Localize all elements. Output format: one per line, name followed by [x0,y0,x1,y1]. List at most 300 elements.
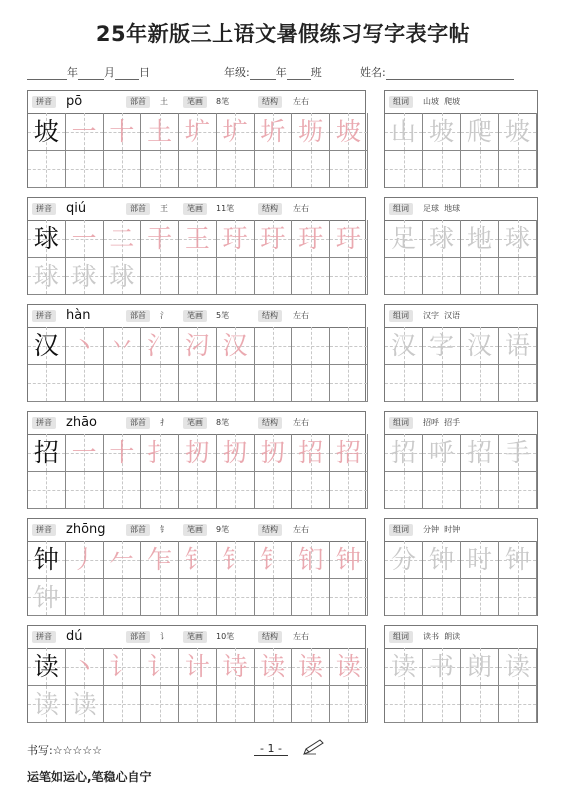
guide-line-v [160,258,161,294]
writing-cell[interactable] [292,365,330,402]
stroke-cell[interactable] [141,113,179,151]
word-writing-cell[interactable] [499,579,537,616]
writing-cell[interactable] [217,258,255,295]
pinyin-value: zhōng [66,522,106,537]
stroke-cell[interactable] [179,434,217,472]
word-cell[interactable] [499,327,537,365]
main-character: 读 [33,652,59,681]
guide-line-v [480,258,481,294]
words-value: 招呼 招手 [423,418,461,427]
radical-value: 钅 [160,525,168,534]
structure-label: 结构 [258,203,282,215]
word-writing-cell[interactable] [385,686,423,723]
stroke-cell[interactable] [217,648,255,686]
writing-cell[interactable] [217,579,255,616]
stroke-cell[interactable] [217,113,255,151]
word-writing-cell[interactable] [385,151,423,188]
words-label: 组词 [389,631,413,643]
date-line: 年 月 日 [27,64,150,80]
word-character: 招 [390,438,416,467]
word-cell[interactable] [461,648,499,686]
writing-cell[interactable] [292,258,330,295]
guide-line-v [311,472,312,508]
guide-line-v [518,472,519,508]
guide-line-v [480,579,481,615]
words-value: 足球 地球 [423,204,461,213]
stroke-step: 丶 [71,652,97,681]
writing-cell[interactable] [141,472,179,509]
stroke-cell[interactable] [292,541,330,579]
stroke-step: 圹 [184,117,210,146]
word-character: 分 [390,545,416,574]
radical-value: 氵 [160,311,168,320]
writing-cell[interactable] [28,472,66,509]
guide-line-v [273,686,274,722]
stroke-cell[interactable] [255,327,293,365]
word-grid [384,197,538,295]
words-value: 山坡 爬坡 [423,97,461,106]
writing-cell[interactable] [330,579,368,616]
guide-line-v [273,327,274,364]
writing-cell[interactable] [292,151,330,188]
word-writing-cell[interactable] [499,258,537,295]
stroke-cell[interactable] [255,220,293,258]
strokes-label: 笔画 [183,631,207,643]
structure-value: 左右 [293,525,309,534]
word-cell[interactable] [385,327,423,365]
writing-cell[interactable] [330,365,368,402]
writing-cell[interactable] [292,472,330,509]
stroke-cell[interactable] [330,113,368,151]
guide-line-v [442,579,443,615]
stroke-step: 十 [109,117,135,146]
writing-cell[interactable] [28,686,66,723]
word-header [385,198,537,221]
writing-cell[interactable] [141,365,179,402]
word-writing-cell[interactable] [385,365,423,402]
stroke-cell[interactable] [217,541,255,579]
word-cell[interactable] [461,327,499,365]
practice-grid [27,518,366,616]
radical-value: 扌 [160,418,168,427]
main-character: 球 [33,224,59,253]
word-writing-cell[interactable] [385,258,423,295]
stroke-cell[interactable] [104,434,142,472]
practice-grid [27,90,366,188]
words-value: 读书 朗读 [423,632,461,641]
guide-line-v [84,365,85,401]
guide-line-v [160,472,161,508]
writing-cell[interactable] [217,686,255,723]
word-cell[interactable] [385,648,423,686]
writing-cell[interactable] [255,472,293,509]
guide-line-v [122,686,123,722]
stroke-cell[interactable] [179,327,217,365]
section-header [28,626,365,649]
stroke-cell[interactable] [66,220,104,258]
guide-line-v [348,365,349,401]
pinyin-value: dú [66,629,83,644]
stroke-step: 招 [298,438,324,467]
word-writing-cell[interactable] [423,579,461,616]
writing-cell[interactable] [104,686,142,723]
guide-line-v [273,365,274,401]
word-cell[interactable] [461,113,499,151]
radical-value: 土 [160,97,168,106]
guide-line-v [84,151,85,187]
word-writing-cell[interactable] [385,472,423,509]
stroke-cell[interactable] [66,541,104,579]
section-header [28,91,365,114]
pinyin-value: zhāo [66,415,97,430]
writing-cell[interactable] [28,365,66,402]
stroke-step: 土 [147,117,173,146]
guide-line-v [122,151,123,187]
character-section [27,90,538,188]
guide-line-v [46,472,47,508]
word-cell[interactable] [423,220,461,258]
writing-cell[interactable] [179,579,217,616]
main-char-cell[interactable] [28,327,66,365]
guide-line-v [404,258,405,294]
writing-cell[interactable] [330,472,368,509]
word-character: 山 [390,117,416,146]
word-writing-cell[interactable] [499,151,537,188]
writing-cell[interactable] [179,151,217,188]
page-number: - 1 - [254,742,288,756]
word-character: 爬 [466,117,492,146]
stroke-cell[interactable] [330,327,368,365]
grade-line: 年级: 年 班 [224,66,322,79]
words-value: 分钟 时钟 [423,525,461,534]
word-cell[interactable] [385,434,423,472]
writing-cell[interactable] [66,472,104,509]
stroke-cell[interactable] [66,327,104,365]
word-writing-cell[interactable] [499,686,537,723]
stroke-step: 讠 [109,652,135,681]
word-writing-cell[interactable] [461,365,499,402]
writing-cell[interactable] [141,151,179,188]
word-cell[interactable] [385,113,423,151]
main-char-cell[interactable] [28,220,66,258]
word-writing-cell[interactable] [423,686,461,723]
stroke-step: 汈 [184,331,210,360]
word-cell[interactable] [461,220,499,258]
writing-cell[interactable] [66,579,104,616]
stroke-cell[interactable] [179,220,217,258]
structure-value: 左右 [293,311,309,320]
writing-cell[interactable] [330,258,368,295]
guide-line-v [518,686,519,722]
stroke-cell[interactable] [292,327,330,365]
pinyin-label: 拼音 [32,310,56,322]
writing-cell[interactable] [66,151,104,188]
stroke-cell[interactable] [255,648,293,686]
word-cell[interactable] [423,648,461,686]
stroke-cell[interactable] [292,434,330,472]
word-writing-cell[interactable] [461,472,499,509]
guide-line-v [442,472,443,508]
word-grid [384,90,538,188]
guide-line-v [160,365,161,401]
word-writing-cell[interactable] [461,579,499,616]
writing-cell[interactable] [330,151,368,188]
word-character: 钟 [504,545,530,574]
word-character: 字 [428,331,454,360]
stroke-cell[interactable] [104,327,142,365]
stroke-cell[interactable] [330,648,368,686]
word-cell[interactable] [423,434,461,472]
guide-line-v [518,365,519,401]
radical-label: 部首 [126,203,150,215]
writing-cell[interactable] [292,686,330,723]
word-character: 手 [504,438,530,467]
strokes-value: 11笔 [216,204,235,213]
word-writing-cell[interactable] [461,151,499,188]
stroke-step: 一 [71,438,97,467]
writing-cell[interactable] [104,579,142,616]
stroke-cell[interactable] [330,541,368,579]
word-header [385,305,537,328]
character-section [27,304,538,402]
writing-cell[interactable] [104,472,142,509]
stroke-cell[interactable] [217,327,255,365]
stroke-step: 钟 [335,545,361,574]
words-value: 汉字 汉语 [423,311,461,320]
words-label: 组词 [389,96,413,108]
writing-cell[interactable] [255,579,293,616]
main-char-cell[interactable] [28,113,66,151]
stroke-step: 王 [184,224,210,253]
stroke-cell[interactable] [179,541,217,579]
word-header [385,626,537,649]
word-writing-cell[interactable] [461,686,499,723]
writing-cell[interactable] [255,365,293,402]
word-cell[interactable] [423,327,461,365]
stroke-step: 计 [184,652,210,681]
practice-grid [27,411,366,509]
stroke-cell[interactable] [141,434,179,472]
word-writing-cell[interactable] [423,472,461,509]
stroke-cell[interactable] [217,434,255,472]
word-writing-cell[interactable] [499,365,537,402]
stroke-cell[interactable] [330,434,368,472]
stroke-cell[interactable] [104,648,142,686]
guide-line-v [311,686,312,722]
word-cell[interactable] [385,220,423,258]
stroke-cell[interactable] [104,220,142,258]
word-character: 坡 [504,117,530,146]
stroke-cell[interactable] [179,113,217,151]
radical-label: 部首 [126,96,150,108]
stroke-step: 读 [298,652,324,681]
guide-line-v [160,686,161,722]
pinyin-label: 拼音 [32,417,56,429]
writing-cell[interactable] [217,472,255,509]
writing-cell[interactable] [104,258,142,295]
word-grid [384,304,538,402]
guide-line-v [273,579,274,615]
guide-line-v [442,151,443,187]
word-grid [384,518,538,616]
word-cell[interactable] [461,434,499,472]
word-cell[interactable] [499,434,537,472]
word-character: 地 [466,224,492,253]
guide-line-v [273,472,274,508]
writing-cell[interactable] [179,686,217,723]
guide-line-v [518,151,519,187]
stroke-cell[interactable] [141,541,179,579]
word-writing-cell[interactable] [461,258,499,295]
writing-cell[interactable] [217,151,255,188]
word-writing-cell[interactable] [423,365,461,402]
word-cell[interactable] [423,541,461,579]
writing-cell[interactable] [179,258,217,295]
word-cell[interactable] [499,648,537,686]
writing-cell[interactable] [217,365,255,402]
word-cell[interactable] [499,220,537,258]
stroke-cell[interactable] [141,327,179,365]
word-character: 书 [428,652,454,681]
stroke-step: 玗 [222,224,248,253]
writing-cell[interactable] [28,579,66,616]
word-header [385,412,537,435]
writing-cell[interactable] [255,686,293,723]
main-character: 汉 [33,331,59,360]
stroke-cell[interactable] [104,541,142,579]
guide-line-v [273,151,274,187]
pinyin-label: 拼音 [32,203,56,215]
pen-icon [302,738,326,756]
guide-line-v [197,258,198,294]
word-writing-cell[interactable] [423,258,461,295]
stroke-cell[interactable] [255,113,293,151]
stroke-cell[interactable] [255,541,293,579]
words-label: 组词 [389,524,413,536]
writing-cell[interactable] [292,579,330,616]
writing-cell[interactable] [141,686,179,723]
word-cell[interactable] [385,541,423,579]
writing-cell[interactable] [330,686,368,723]
word-writing-cell[interactable] [385,579,423,616]
stroke-step: 一 [71,117,97,146]
stroke-step: 玗 [298,224,324,253]
guide-line-v [122,579,123,615]
guide-line-v [404,686,405,722]
writing-cell[interactable] [255,151,293,188]
guide-line-v [84,472,85,508]
stroke-cell[interactable] [104,113,142,151]
main-char-cell[interactable] [28,541,66,579]
main-character: 坡 [33,117,59,146]
word-character: 钟 [428,545,454,574]
stroke-cell[interactable] [255,434,293,472]
guide-line-v [480,365,481,401]
guide-line-v [480,686,481,722]
stroke-cell[interactable] [141,648,179,686]
stroke-step: 扨 [260,438,286,467]
guide-line-v [348,327,349,364]
main-char-cell[interactable] [28,648,66,686]
writing-cell[interactable] [141,579,179,616]
stroke-cell[interactable] [217,220,255,258]
guide-line-v [235,579,236,615]
stroke-step: 钔 [298,545,324,574]
guide-line-v [442,258,443,294]
guide-line-v [311,579,312,615]
stroke-cell[interactable] [66,113,104,151]
word-character: 时 [466,545,492,574]
guide-line-v [273,258,274,294]
word-writing-cell[interactable] [499,472,537,509]
character-section [27,411,538,509]
writing-cell[interactable] [28,151,66,188]
strokes-label: 笔画 [183,96,207,108]
practice-grid [27,625,366,723]
writing-cell[interactable] [28,258,66,295]
guide-line-v [235,686,236,722]
main-character: 钟 [33,545,59,574]
stroke-cell[interactable] [292,648,330,686]
stroke-cell[interactable] [292,113,330,151]
writing-cell[interactable] [104,151,142,188]
stroke-cell[interactable] [292,220,330,258]
writing-cell[interactable] [104,365,142,402]
guide-line-v [160,579,161,615]
stroke-cell[interactable] [66,648,104,686]
pinyin-label: 拼音 [32,524,56,536]
words-label: 组词 [389,203,413,215]
word-cell[interactable] [499,541,537,579]
main-char-cell[interactable] [28,434,66,472]
structure-value: 左右 [293,632,309,641]
writing-cell[interactable] [66,258,104,295]
writing-cell[interactable] [179,365,217,402]
word-header [385,519,537,542]
word-cell[interactable] [461,541,499,579]
word-writing-cell[interactable] [423,151,461,188]
stroke-step: 扌 [147,438,173,467]
guide-line-v [160,151,161,187]
word-character: 语 [504,331,530,360]
stroke-cell[interactable] [141,220,179,258]
pinyin-value: qiú [66,201,87,216]
guide-line-v [311,327,312,364]
motto: 运笔如运心,笔稳心自宁 [27,770,152,784]
word-cell[interactable] [423,113,461,151]
words-label: 组词 [389,417,413,429]
writing-cell[interactable] [179,472,217,509]
stroke-cell[interactable] [179,648,217,686]
word-cell[interactable] [499,113,537,151]
stroke-cell[interactable] [66,434,104,472]
word-character: 坡 [428,117,454,146]
structure-label: 结构 [258,631,282,643]
guide-line-v [404,579,405,615]
writing-cell[interactable] [66,686,104,723]
section-header [28,198,365,221]
stroke-cell[interactable] [330,220,368,258]
writing-cell[interactable] [66,365,104,402]
stroke-step: 招 [335,438,361,467]
stroke-step: 十 [109,438,135,467]
stroke-step: 汉 [222,331,248,360]
radical-label: 部首 [126,631,150,643]
radical-value: 王 [160,204,168,213]
word-header [385,91,537,114]
writing-cell[interactable] [255,258,293,295]
writing-cell[interactable] [141,258,179,295]
